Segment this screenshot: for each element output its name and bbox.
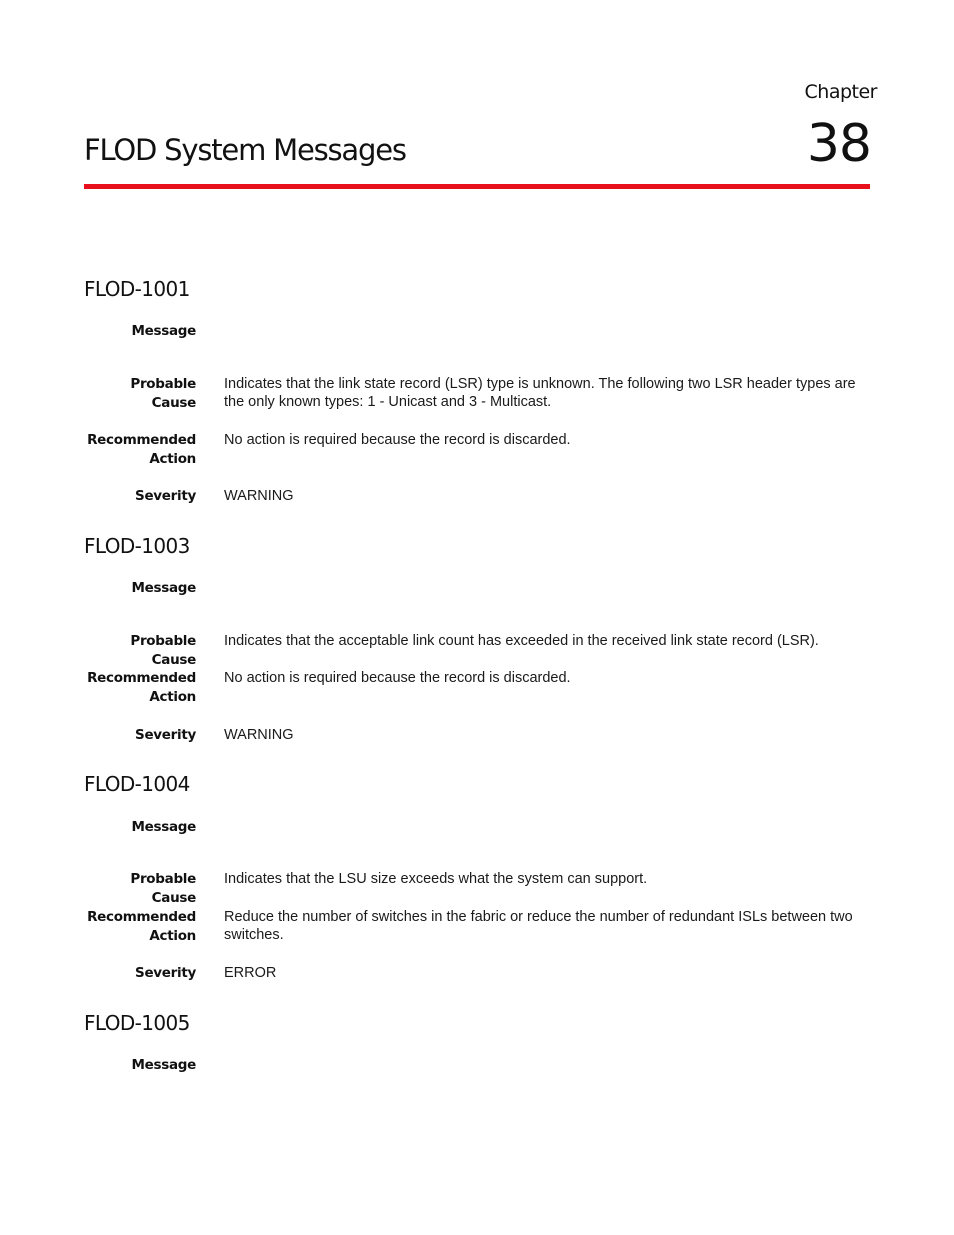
severity-label: Severity (135, 965, 196, 981)
probable-cause-value: Indicates that the acceptable link count has exceeded in the received link state record (LSR). (224, 633, 819, 649)
recommended-action-label: Recommended Action (87, 670, 196, 705)
message-section-flod-1001 (84, 277, 870, 504)
section-title: FLOD-1004 (84, 772, 190, 796)
chapter-label: Chapter (804, 81, 877, 103)
severity-label: Severity (135, 727, 196, 743)
probable-cause-label: Probable Cause (130, 633, 196, 668)
section-title: FLOD-1005 (84, 1011, 190, 1035)
section-title: FLOD-1001 (84, 277, 190, 301)
message-label: Message (131, 819, 196, 835)
severity-value: WARNING (224, 727, 294, 743)
message-section-flod-1004 (84, 772, 870, 981)
chapter-title-rule (84, 184, 870, 189)
probable-cause-value: Indicates that the LSU size exceeds what the system can support. (224, 871, 648, 887)
recommended-action-value: No action is required because the record is discarded. (224, 670, 571, 686)
recommended-action-label: Recommended Action (87, 432, 196, 467)
severity-value: WARNING (224, 488, 294, 504)
severity-value: ERROR (224, 965, 277, 981)
section-title: FLOD-1003 (84, 534, 190, 558)
chapter-number: 38 (806, 114, 871, 174)
chapter-title: FLOD System Messages (84, 133, 406, 167)
recommended-action-value: Reduce the number of switches in the fabric or reduce the number of redundant ISLs between two switches. (224, 909, 853, 943)
message-label: Message (131, 580, 196, 596)
message-label: Message (131, 1057, 196, 1073)
probable-cause-label: Probable Cause (130, 376, 196, 411)
recommended-action-label: Recommended Action (87, 909, 196, 944)
severity-label: Severity (135, 488, 196, 504)
message-section-flod-1003 (84, 534, 870, 743)
probable-cause-value: Indicates that the link state record (LSR) type is unknown. The following two LSR header types are the only known types: 1 - Unicast and 3 - Multicast. (224, 376, 856, 410)
probable-cause-label: Probable Cause (130, 871, 196, 906)
message-section-flod-1005 (84, 1011, 870, 1073)
message-label: Message (131, 323, 196, 339)
recommended-action-value: No action is required because the record is discarded. (224, 432, 571, 448)
